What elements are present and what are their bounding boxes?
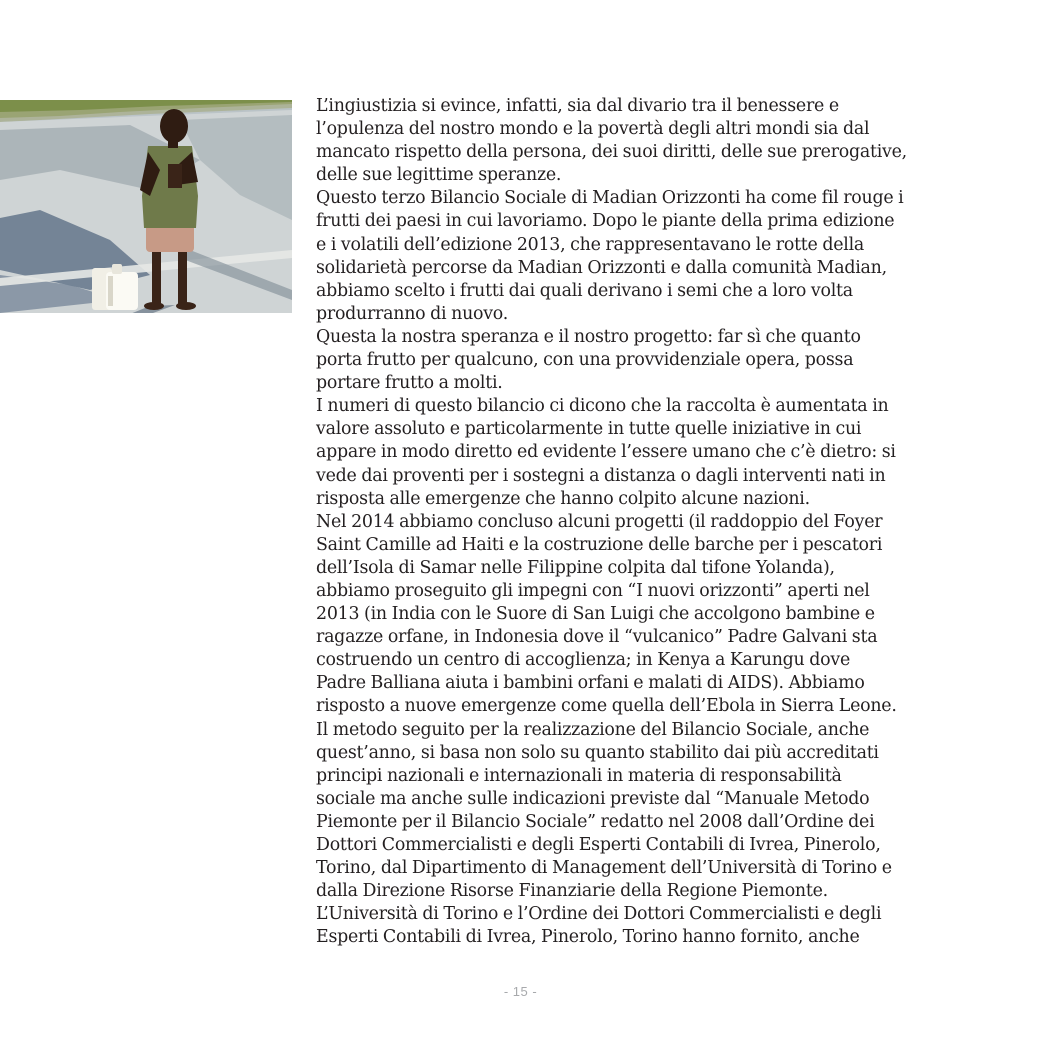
body-line: dell’Isola di Samar nelle Filippine colpita dal tifone Yolanda), xyxy=(316,557,835,578)
body-line: Padre Balliana aiuta i bambini orfani e malati di AIDS). Abbiamo xyxy=(316,673,865,694)
body-line: Questo terzo Bilancio Sociale di Madian Orizzonti ha come fil rouge i xyxy=(316,188,904,209)
body-line: Torino, dal Dipartimento di Management dell’Università di Torino e xyxy=(316,858,892,879)
body-line: risposto a nuove emergenze come quella dell’Ebola in Sierra Leone. xyxy=(316,696,897,717)
body-line: solidarietà percorse da Madian Orizzonti e dalla comunità Madian, xyxy=(316,257,887,278)
body-line: appare in modo diretto ed evidente l’essere umano che c’è dietro: si xyxy=(316,442,896,463)
body-line: frutti dei paesi in cui lavoriamo. Dopo le piante della prima edizione xyxy=(316,211,895,232)
body-line: I numeri di questo bilancio ci dicono che la raccolta è aumentata in xyxy=(316,396,889,417)
body-line: Esperti Contabili di Ivrea, Pinerolo, Torino hanno fornito, anche xyxy=(316,927,860,948)
page-number: - 15 - xyxy=(503,984,538,999)
body-text xyxy=(316,95,956,949)
body-line: principi nazionali e internazionali in materia di responsabilità xyxy=(316,765,842,786)
body-line: abbiamo scelto i frutti dai quali derivano i semi che a loro volta xyxy=(316,280,853,301)
body-line: Piemonte per il Bilancio Sociale” redatto nel 2008 dall’Ordine dei xyxy=(316,811,875,832)
body-line: ragazze orfane, in Indonesia dove il “vulcanico” Padre Galvani sta xyxy=(316,627,878,648)
body-line: costruendo un centro di accoglienza; in Kenya a Karungu dove xyxy=(316,650,851,671)
body-line: l’opulenza del nostro mondo e la povertà degli altri mondi sia dal xyxy=(316,119,870,140)
body-line: produrranno di nuovo. xyxy=(316,303,509,324)
body-line: valore assoluto e particolarmente in tutte quelle iniziative in cui xyxy=(316,419,862,440)
body-line: 2013 (in India con le Suore di San Luigi che accolgono bambine e xyxy=(316,604,875,625)
body-line: sociale ma anche sulle indicazioni previste dal “Manuale Metodo xyxy=(316,788,870,809)
body-line: portare frutto a molti. xyxy=(316,373,503,394)
body-line: L’Università di Torino e l’Ordine dei Dottori Commercialisti e degli xyxy=(316,904,882,925)
body-line: mancato rispetto della persona, dei suoi diritti, delle sue prerogative, xyxy=(316,142,907,163)
body-line: abbiamo proseguito gli impegni con “I nuovi orizzonti” aperti nel xyxy=(316,580,870,601)
body-line: porta frutto per qualcuno, con una provvidenziale opera, possa xyxy=(316,350,854,371)
body-line: risposta alle emergenze che hanno colpito alcune nazioni. xyxy=(316,488,810,509)
body-line: Il metodo seguito per la realizzazione del Bilancio Sociale, anche xyxy=(316,719,870,740)
body-line: L’ingiustizia si evince, infatti, sia dal divario tra il benessere e xyxy=(316,96,839,116)
body-line: Questa la nostra speranza e il nostro progetto: far sì che quanto xyxy=(316,326,861,347)
child-photo xyxy=(0,100,292,313)
body-line: Nel 2014 abbiamo concluso alcuni progetti (il raddoppio del Foyer xyxy=(316,511,883,532)
body-line: Dottori Commercialisti e degli Esperti Contabili di Ivrea, Pinerolo, xyxy=(316,835,881,855)
body-line: dalla Direzione Risorse Finanziarie della Regione Piemonte. xyxy=(316,881,828,902)
body-line: quest’anno, si basa non solo su quanto stabilito dai più accreditati xyxy=(316,742,879,763)
body-line: e i volatili dell’edizione 2013, che rappresentavano le rotte della xyxy=(316,234,865,255)
body-line: vede dai proventi per i sostegni a distanza o dagli interventi nati in xyxy=(316,465,886,486)
body-line: Saint Camille ad Haiti e la costruzione delle barche per i pescatori xyxy=(316,534,883,555)
body-line: delle sue legittime speranze. xyxy=(316,165,562,186)
